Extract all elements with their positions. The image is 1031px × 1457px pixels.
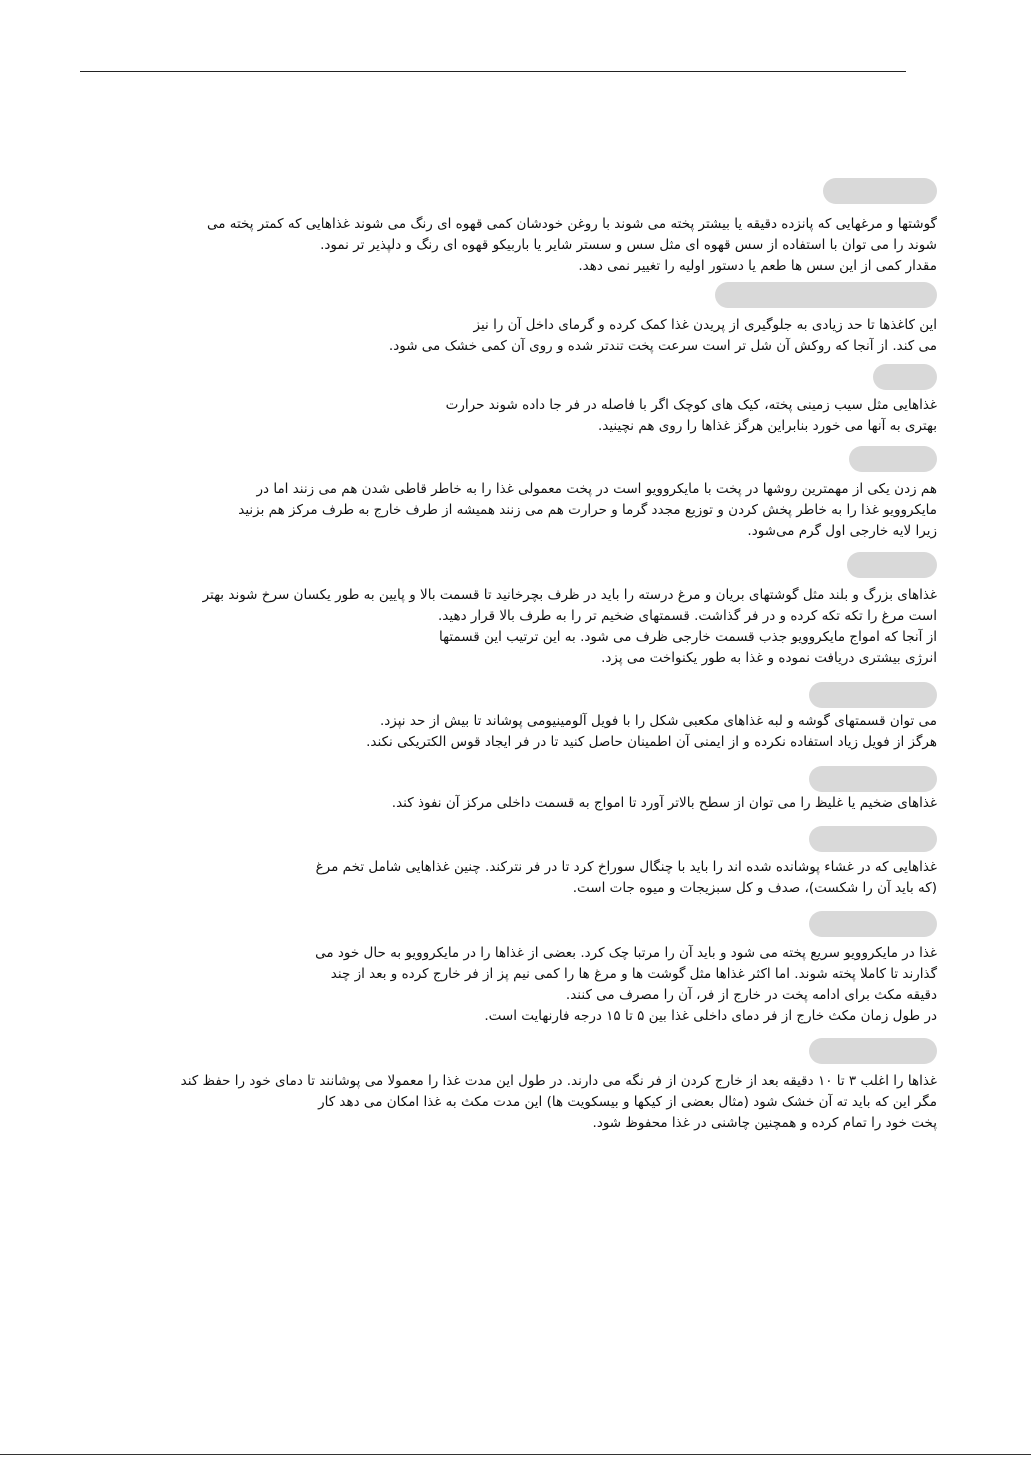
section-text (446, 395, 937, 437)
section-text (316, 857, 937, 899)
text-line: مقدار کمی از این سس ها طعم یا دستور اولیه را تغییر نمی دهد. (578, 258, 937, 274)
text-line: می توان قسمتهای گوشه و لبه غذاهای مکعبی شکل را با فویل آلومینیومی پوشاند تا بیش از حد نپزد. (379, 713, 937, 729)
text-line: (که باید آن را شکست)، صدف و کل سبزیجات و میوه جات است. (572, 880, 937, 896)
text-line: انرژی بیشتری دریافت نموده و غذا به طور یکنواخت می پزد. (601, 650, 937, 666)
text-line: هم زدن یکی از مهمترین روشها در پخت با مایکروویو است در پخت معمولی غذا را به خاطر قاطی شدن هم می زنند اما در (256, 481, 937, 497)
section-heading-bar (873, 364, 937, 390)
text-line: غذاهایی که در غشاء پوشانده شده اند را باید با چنگال سوراخ کرد تا در فر نترکند. چنین غذاهایی شامل تخم مرغ (315, 859, 937, 875)
text-line: گذارند تا کاملا پخته شوند. اما اکثر غذاها مثل گوشت ها و مرغ ها را کمی نیم پز از فر خارج کرده و بعد از چند (330, 966, 937, 982)
section-heading-bar (809, 911, 937, 937)
section-heading-bar (809, 766, 937, 792)
text-line: غذا در مایکروویو سریع پخته می شود و باید آن را مرتبا چک کرد. بعضی از غذاها را در مایکروویو به حال خود می (315, 945, 937, 961)
text-line: غذاهای ضخیم یا غلیظ را می توان از سطح بالاتر آورد تا امواج به قسمت داخلی مرکز آن نفوذ کند. (391, 795, 937, 811)
section-text (181, 1071, 937, 1134)
bottom-rule (0, 1454, 1031, 1455)
text-line: در طول زمان مکث خارج از فر دمای داخلی غذا بین ۵ تا ۱۵ درجه فارنهایت است. (484, 1008, 937, 1024)
section-text (315, 943, 937, 1027)
text-line: است مرغ را تکه تکه کرده و در فر گذاشت. قسمتهای ضخیم تر را به طرف بالا قرار دهید. (438, 608, 937, 624)
text-line: گوشتها و مرغهایی که پانزده دقیقه یا بیشتر پخته می شوند با روغن خودشان کمی قهوه ای رنگ می شوند غذاهایی که کمتر پخته می (206, 216, 937, 232)
section-text (366, 711, 937, 753)
section-text (238, 479, 937, 542)
text-line: غذاهایی مثل سیب زمینی پخته، کیک های کوچک اگر با فاصله در فر جا داده شوند حرارت (445, 397, 937, 413)
section-heading-bar (715, 282, 937, 308)
text-line: دقیقه مکث برای ادامه پخت در خارج از فر، آن را مصرف می کنند. (565, 987, 937, 1003)
section-text (389, 315, 937, 357)
text-line: هرگز از فویل زیاد استفاده نکرده و از ایمنی آن اطمینان حاصل کنید تا در فر ایجاد قوس الکتریکی نکند. (366, 734, 937, 750)
section-heading-bar (823, 178, 937, 204)
section-heading-bar (847, 552, 937, 578)
text-line: از آنجا که امواج مایکروویو جذب قسمت خارجی ظرف می شود. به این ترتیب این قسمتها (439, 629, 937, 645)
text-line: شوند را می توان با استفاده از سس قهوه ای مثل سس و سستر شایر یا باربیکو قهوه ای رنگ و دلپذیر تر نمود. (320, 237, 937, 253)
text-line: این کاغذها تا حد زیادی به جلوگیری از پریدن غذا کمک کرده و گرمای داخل آن را نیز (473, 317, 937, 333)
section-text (392, 793, 937, 814)
text-line: غذاهای بزرگ و بلند مثل گوشتهای بریان و مرغ درسته را باید در ظرف بچرخانید تا قسمت بالا و پایین به طور یکسان سرخ شوند بهتر (202, 587, 937, 603)
section-heading-bar (809, 682, 937, 708)
text-line: مایکروویو غذا را به خاطر پخش کردن و توزیع مجدد گرما و حرارت هم می زنند همیشه از طرف خارج به طرف مرکز هم بزنید (238, 502, 937, 518)
section-heading-bar (849, 446, 937, 472)
section-heading-bar (809, 826, 937, 852)
text-line: پخت خود را تمام کرده و همچنین چاشنی در غذا محفوظ شود. (592, 1115, 937, 1131)
section-heading-bar (809, 1038, 937, 1064)
text-line: بهتری به آنها می خورد بنابراین هرگز غذاها را روی هم نچینید. (597, 418, 937, 434)
text-line: می کند. از آنجا که روکش آن شل تر است سرعت پخت تندتر شده و روی آن کمی خشک می شود. (388, 338, 937, 354)
top-rule (80, 71, 906, 72)
text-line: زیرا لایه خارجی اول گرم می‌شود. (747, 523, 937, 539)
section-text (203, 585, 937, 669)
section-text (207, 214, 937, 277)
text-line: غذاها را اغلب ۳ تا ۱۰ دقیقه بعد از خارج کردن از فر نگه می دارند. در طول این مدت غذا را معمولا می پوشانند تا دمای خود را حفظ کند (180, 1073, 937, 1089)
text-line: مگر این که باید ته آن خشک شود (مثال بعضی از کیکها و بیسکویت ها) این مدت مکث به غذا امکان می دهد کار (318, 1094, 937, 1110)
